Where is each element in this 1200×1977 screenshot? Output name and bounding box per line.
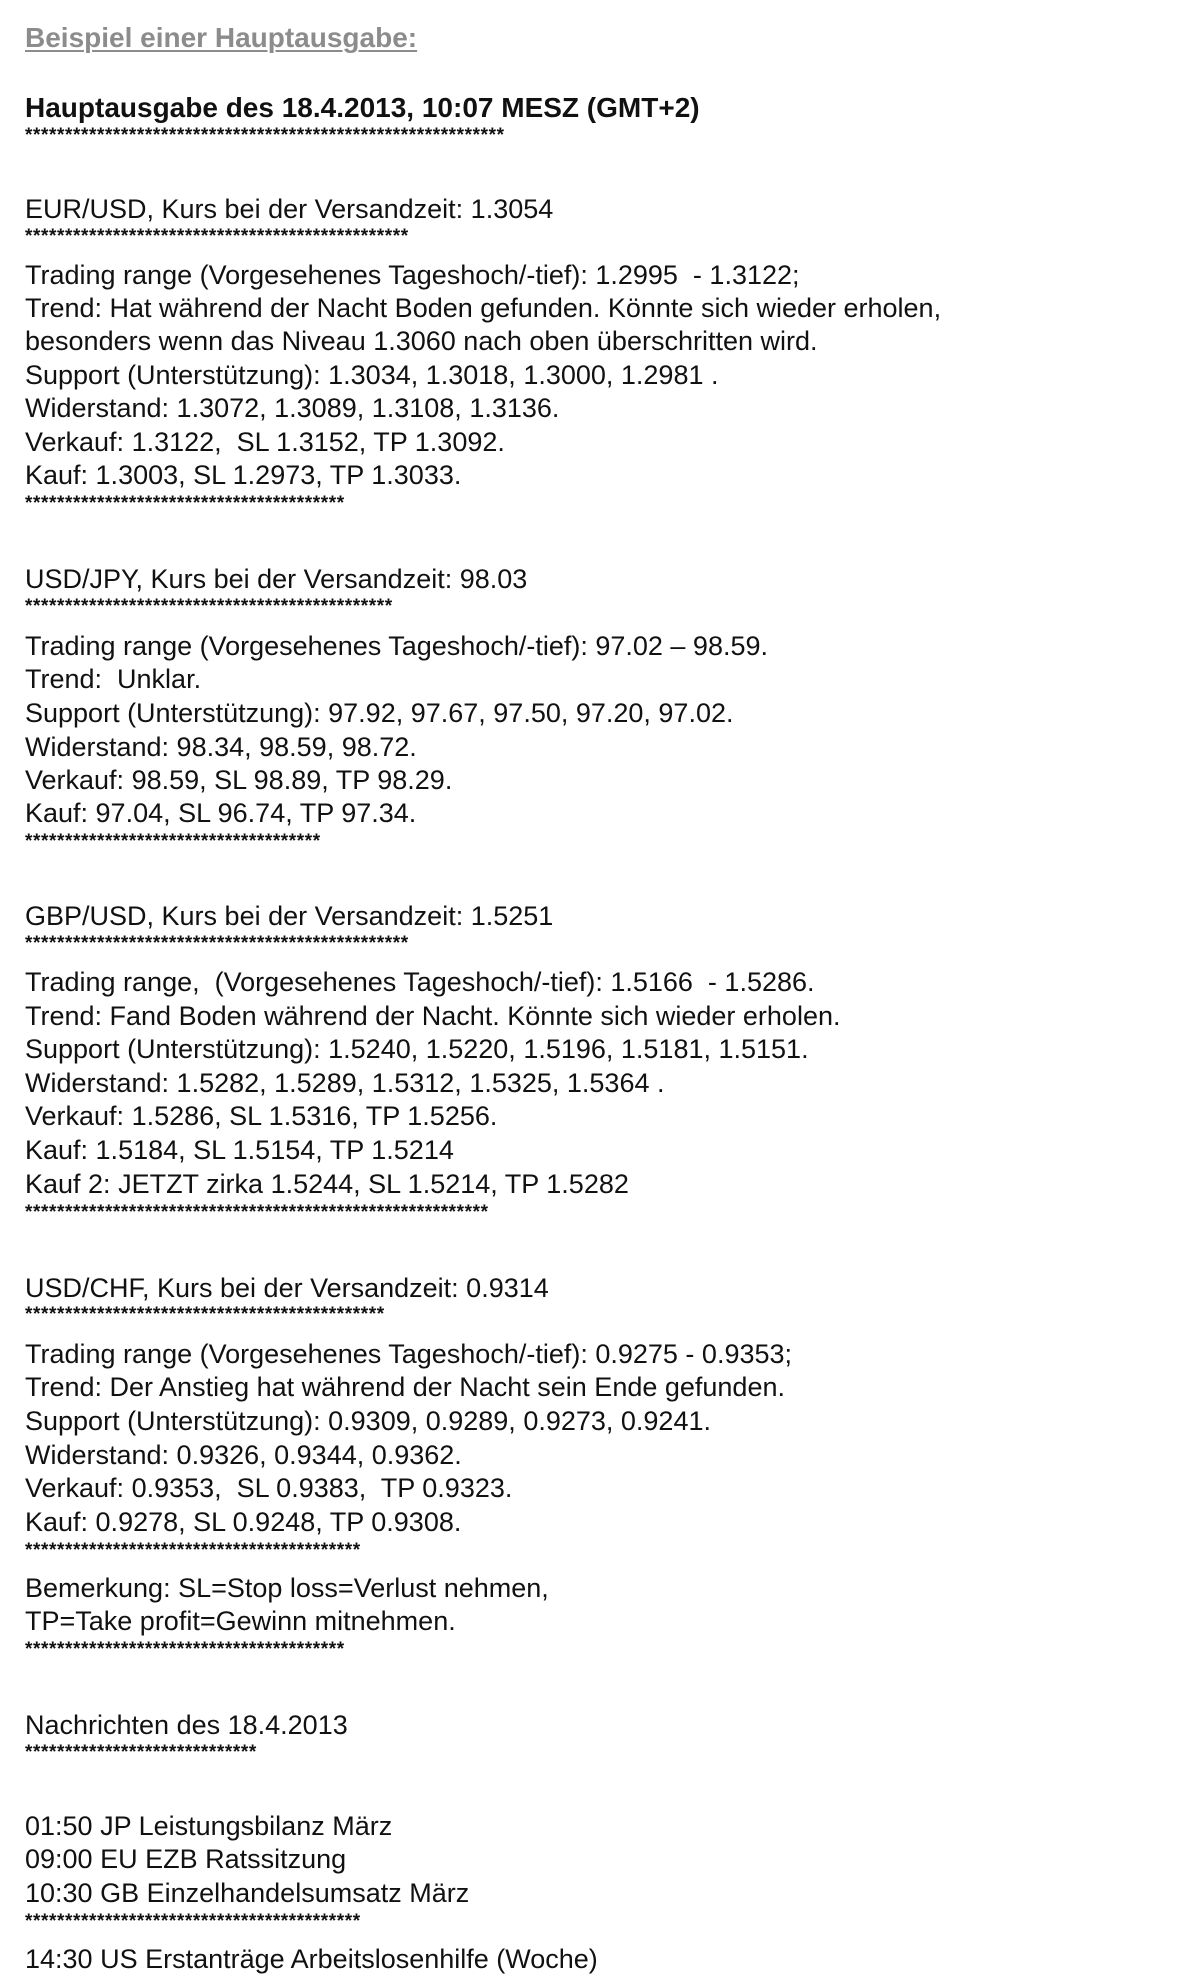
eurusd-sell: Verkauf: 1.3122, SL 1.3152, TP 1.3092. <box>25 427 505 457</box>
edition-title: Hauptausgabe des 18.4.2013, 10:07 MESZ (GMT+2) <box>25 92 700 123</box>
gbpusd-trend: Trend: Fand Boden während der Nacht. Könnte sich wieder erholen. <box>25 1001 841 1031</box>
usdchf-trend: Trend: Der Anstieg hat während der Nacht sein Ende gefunden. <box>25 1372 785 1402</box>
eurusd-trend: Trend: Hat während der Nacht Boden gefunden. Könnte sich wieder erholen, <box>25 293 942 323</box>
eurusd-header: EUR/USD, Kurs bei der Versandzeit: 1.3054 <box>25 194 554 224</box>
separator: ********************************************** <box>25 596 393 617</box>
usdchf-buy: Kauf: 0.9278, SL 0.9248, TP 0.9308. <box>25 1507 462 1537</box>
separator: ********************************************************** <box>25 1202 489 1223</box>
remark-line-2: TP=Take profit=Gewinn mitnehmen. <box>25 1606 456 1636</box>
usdchf-range: Trading range (Vorgesehenes Tageshoch/-tief): 0.9275 - 0.9353; <box>25 1339 793 1369</box>
usdchf-sell: Verkauf: 0.9353, SL 0.9383, TP 0.9323. <box>25 1473 513 1503</box>
usdjpy-support: Support (Unterstützung): 97.92, 97.67, 97.50, 97.20, 97.02. <box>25 698 734 728</box>
gbpusd-support: Support (Unterstützung): 1.5240, 1.5220, 1.5196, 1.5181, 1.5151. <box>25 1034 809 1064</box>
eurusd-support: Support (Unterstützung): 1.3034, 1.3018, 1.3000, 1.2981 . <box>25 360 719 390</box>
gbpusd-resistance: Widerstand: 1.5282, 1.5289, 1.5312, 1.5325, 1.5364 . <box>25 1068 665 1098</box>
eurusd-range: Trading range (Vorgesehenes Tageshoch/-tief): 1.2995 - 1.3122; <box>25 260 800 290</box>
eurusd-trend-cont: besonders wenn das Niveau 1.3060 nach oben überschritten wird. <box>25 326 818 356</box>
usdjpy-resistance: Widerstand: 98.34, 98.59, 98.72. <box>25 732 417 762</box>
document-heading: Beispiel einer Hauptausgabe: <box>25 22 418 53</box>
separator: ****************************************** <box>25 1540 361 1561</box>
usdjpy-trend: Trend: Unklar. <box>25 664 202 694</box>
gbpusd-sell: Verkauf: 1.5286, SL 1.5316, TP 1.5256. <box>25 1101 498 1131</box>
separator: ************************************************ <box>25 226 409 247</box>
usdjpy-header: USD/JPY, Kurs bei der Versandzeit: 98.03 <box>25 564 528 594</box>
remark-line-1: Bemerkung: SL=Stop loss=Verlust nehmen, <box>25 1573 549 1603</box>
separator: **************************************** <box>25 493 345 514</box>
usdjpy-buy: Kauf: 97.04, SL 96.74, TP 97.34. <box>25 798 417 828</box>
usdjpy-sell: Verkauf: 98.59, SL 98.89, TP 98.29. <box>25 765 453 795</box>
usdchf-header: USD/CHF, Kurs bei der Versandzeit: 0.9314 <box>25 1273 549 1303</box>
separator: ***************************** <box>25 1742 257 1763</box>
eurusd-resistance: Widerstand: 1.3072, 1.3089, 1.3108, 1.3136. <box>25 393 560 423</box>
gbpusd-header: GBP/USD, Kurs bei der Versandzeit: 1.5251 <box>25 901 554 931</box>
news-item: 14:30 US Erstanträge Arbeitslosenhilfe (Woche) <box>25 1944 598 1974</box>
separator: ********************************************* <box>25 1304 385 1325</box>
separator: ************************************* <box>25 831 321 852</box>
news-item: 01:50 JP Leistungsbilanz März <box>25 1811 393 1841</box>
news-item: 10:30 GB Einzelhandelsumsatz März <box>25 1878 470 1908</box>
gbpusd-buy: Kauf: 1.5184, SL 1.5154, TP 1.5214 <box>25 1135 454 1165</box>
separator: **************************************** <box>25 1639 345 1660</box>
separator: ************************************************ <box>25 933 409 954</box>
usdchf-support: Support (Unterstützung): 0.9309, 0.9289, 0.9273, 0.9241. <box>25 1406 711 1436</box>
eurusd-buy: Kauf: 1.3003, SL 1.2973, TP 1.3033. <box>25 460 462 490</box>
news-item: 09:00 EU EZB Ratssitzung <box>25 1844 347 1874</box>
gbpusd-buy-2: Kauf 2: JETZT zirka 1.5244, SL 1.5214, TP 1.5282 <box>25 1169 629 1199</box>
usdjpy-range: Trading range (Vorgesehenes Tageshoch/-tief): 97.02 – 98.59. <box>25 631 769 661</box>
usdchf-resistance: Widerstand: 0.9326, 0.9344, 0.9362. <box>25 1440 462 1470</box>
gbpusd-range: Trading range, (Vorgesehenes Tageshoch/-tief): 1.5166 - 1.5286. <box>25 967 815 997</box>
news-title: Nachrichten des 18.4.2013 <box>25 1710 348 1740</box>
separator: ****************************************** <box>25 1911 361 1932</box>
separator: ************************************************************ <box>25 125 505 146</box>
